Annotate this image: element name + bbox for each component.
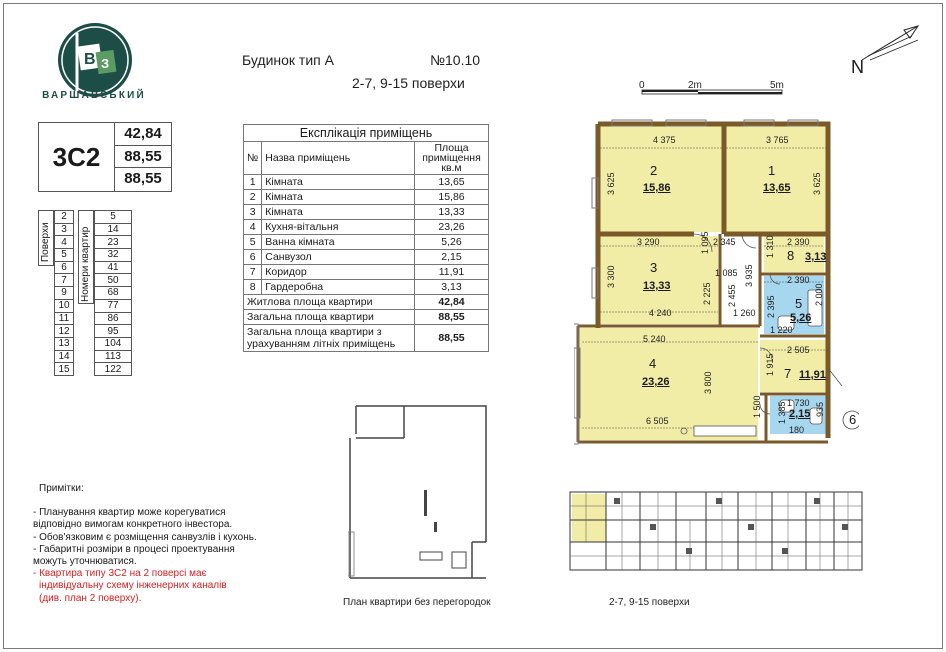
floors-label: Поверхи xyxy=(40,222,51,262)
room-6-area: 2,15 xyxy=(789,408,811,420)
room-num: 8 xyxy=(244,280,262,295)
building-type: Будинок тип А xyxy=(242,52,334,68)
header-num: № xyxy=(244,142,262,175)
floor-row xyxy=(55,363,74,376)
room-1-area: 13,65 xyxy=(763,182,791,194)
room-4-area: 23,26 xyxy=(642,376,670,388)
room-8-number: 8 xyxy=(787,248,795,263)
room-num: 6 xyxy=(244,250,262,265)
floor-number: 13 xyxy=(55,337,74,350)
floor-row xyxy=(55,236,74,249)
room-num: 7 xyxy=(244,265,262,280)
room-num: 4 xyxy=(244,220,262,235)
room-7-area: 11,91 xyxy=(799,369,826,381)
room-row xyxy=(244,190,489,205)
room-row xyxy=(244,265,489,280)
room-area: 23,26 xyxy=(415,220,489,235)
scale-label-2m: 2m xyxy=(688,80,702,91)
total-area: 88,55 xyxy=(415,310,489,325)
apartment-row xyxy=(95,223,132,236)
room-num: 1 xyxy=(244,175,262,190)
logo-letter-z: З xyxy=(101,56,110,71)
dim-3765: 3 765 xyxy=(766,135,789,145)
dim-2395: 2 395 xyxy=(766,295,776,318)
caption-floor-plan: 2-7, 9-15 поверхи xyxy=(609,597,690,608)
room-name: Кімната xyxy=(262,190,415,205)
brand-name: ВАРШАВСЬКИЙ xyxy=(42,90,146,101)
floor-number: 6 xyxy=(55,261,74,274)
dim-1730: 1 730 xyxy=(787,398,810,408)
floors-table xyxy=(54,210,74,376)
room-2-number: 2 xyxy=(650,163,658,178)
floor-number: 9 xyxy=(55,287,74,300)
dim-4240: 4 240 xyxy=(649,308,672,318)
room-row xyxy=(244,235,489,250)
dim-5240: 5 240 xyxy=(643,334,666,344)
floor-row xyxy=(55,223,74,236)
room-row xyxy=(244,175,489,190)
caption-empty-plan: План квартири без перегородок xyxy=(343,597,491,608)
dim-1260: 1 260 xyxy=(733,308,756,318)
floor-row xyxy=(55,312,74,325)
floors-title: 2-7, 9-15 поверхи xyxy=(352,75,465,91)
apartment-row xyxy=(95,249,132,262)
apartment-row xyxy=(95,287,132,300)
room-5-number: 5 xyxy=(795,296,803,311)
apartment-number: 113 xyxy=(95,350,132,363)
apartment-number: 68 xyxy=(95,287,132,300)
room-name: Кухня-вітальня xyxy=(262,220,415,235)
apartment-row xyxy=(95,350,132,363)
apartment-number: 41 xyxy=(95,261,132,274)
floor-number: 2 xyxy=(55,211,74,224)
scale-label-0: 0 xyxy=(639,80,645,91)
apartment-row xyxy=(95,312,132,325)
dim-3625b: 3 625 xyxy=(812,172,822,195)
room-area: 3,13 xyxy=(415,280,489,295)
total-row xyxy=(244,310,489,325)
floor-number: 12 xyxy=(55,325,74,338)
apartment-number: 14 xyxy=(95,223,132,236)
room-3-number: 3 xyxy=(650,260,658,275)
room-row xyxy=(244,220,489,235)
scale-label-5m: 5m xyxy=(770,80,784,91)
apartment-row xyxy=(95,363,132,376)
dim-3290: 3 290 xyxy=(637,237,660,247)
apartment-number: 50 xyxy=(95,274,132,287)
room-name: Ванна кімната xyxy=(262,235,415,250)
dim-2345: 2 345 xyxy=(713,237,736,247)
note-line: - Габаритні розміри в процесі проектування xyxy=(33,543,235,555)
dim-6505: 6 505 xyxy=(646,416,669,426)
room-name: Кімната xyxy=(262,205,415,220)
room-1-number: 1 xyxy=(768,163,776,178)
room-area: 13,33 xyxy=(415,205,489,220)
floor-number: 4 xyxy=(55,236,74,249)
dim-1310: 1 310 xyxy=(765,235,775,258)
floor-plan-thumbnail xyxy=(566,484,866,578)
dim-2000: 2 000 xyxy=(814,283,824,306)
total-name: Загальна площа квартири з урахуванням літніх приміщень xyxy=(244,325,415,352)
room-3-area: 13,33 xyxy=(643,280,671,292)
apartment-number: 23 xyxy=(95,236,132,249)
apartment-row xyxy=(95,299,132,312)
room-4-number: 4 xyxy=(649,356,657,371)
dim-180: 180 xyxy=(789,425,805,435)
total-area-value: 88,55 xyxy=(115,146,171,169)
dim-1095: 1 095 xyxy=(700,231,710,254)
apartment-number: 95 xyxy=(95,325,132,338)
header-area: Площа приміщення кв.м xyxy=(415,142,489,175)
living-area-value: 42,84 xyxy=(115,123,171,146)
total-area: 88,55 xyxy=(415,325,489,352)
floor-row xyxy=(55,261,74,274)
room-row xyxy=(244,205,489,220)
apartment-type-box xyxy=(38,122,172,192)
explication-table xyxy=(243,124,489,352)
room-6-number: 6 xyxy=(849,412,857,427)
empty-plan xyxy=(348,402,496,582)
dim-3625a: 3 625 xyxy=(606,172,616,195)
floor-number: 15 xyxy=(55,363,74,376)
notes-title: Примітки: xyxy=(39,483,84,494)
explication-title: Експлікація приміщень xyxy=(244,125,489,142)
note-red-line: індивідуальну схему інженерних каналів xyxy=(39,580,227,592)
room-row xyxy=(244,250,489,265)
apartment-row xyxy=(95,274,132,287)
floor-row xyxy=(55,325,74,338)
dim-3300: 3 300 xyxy=(606,265,616,288)
north-label: N xyxy=(851,57,864,77)
apartment-number: 32 xyxy=(95,249,132,262)
apartments-label: Номери квартир xyxy=(80,226,91,302)
dim-2505: 2 505 xyxy=(787,345,810,355)
floor-number: 3 xyxy=(55,223,74,236)
dim-2390b: 2 390 xyxy=(787,275,810,285)
note-red-line: (див. план 2 поверху). xyxy=(39,592,142,604)
room-8-area: 3,13 xyxy=(805,251,827,263)
room-name: Кімната xyxy=(262,175,415,190)
note-line: відповідно вимогам конкретного інвестора. xyxy=(33,519,233,531)
total-row xyxy=(244,295,489,310)
dim-1085: 1 085 xyxy=(715,268,738,278)
apartment-row xyxy=(95,261,132,274)
room-num: 3 xyxy=(244,205,262,220)
room-area: 2,15 xyxy=(415,250,489,265)
dim-2455: 2 455 xyxy=(727,284,737,307)
floor-row xyxy=(55,274,74,287)
apartment-row xyxy=(95,211,132,224)
total-name: Житлова площа квартири xyxy=(244,295,415,310)
room-area: 5,26 xyxy=(415,235,489,250)
apartment-number: 77 xyxy=(95,299,132,312)
dim-3935: 3 935 xyxy=(744,264,754,287)
room-7-number: 7 xyxy=(784,366,792,381)
notes xyxy=(33,483,283,605)
room-name: Санвузол xyxy=(262,250,415,265)
floor-number: 14 xyxy=(55,350,74,363)
dim-2225: 2 225 xyxy=(702,282,712,305)
dim-2390a: 2 390 xyxy=(787,237,810,247)
note-line: - Обов'язковим є розміщення санвузлів і кухонь. xyxy=(33,531,257,543)
floor-row xyxy=(55,299,74,312)
dim-1220: 1 220 xyxy=(770,325,793,335)
apartment-row xyxy=(95,337,132,350)
total-area: 42,84 xyxy=(415,295,489,310)
room-2-area: 15,86 xyxy=(643,182,671,194)
dim-935: 935 xyxy=(815,401,825,417)
room-row xyxy=(244,280,489,295)
room-area: 11,91 xyxy=(415,265,489,280)
floor-row xyxy=(55,249,74,262)
floor-number: 7 xyxy=(55,274,74,287)
floor-row xyxy=(55,211,74,224)
room-num: 5 xyxy=(244,235,262,250)
room-name: Коридор xyxy=(262,265,415,280)
note-line: можуть уточнюватися. xyxy=(33,556,137,568)
dim-4375: 4 375 xyxy=(653,135,676,145)
apartment-number: 122 xyxy=(95,363,132,376)
dim-1915: 1 915 xyxy=(765,353,775,376)
floor-row xyxy=(55,337,74,350)
apartment-number: 5 xyxy=(95,211,132,224)
header-name: Назва приміщень xyxy=(262,142,415,175)
apartment-type-code: 3С2 xyxy=(39,123,115,191)
section-number: №10.10 xyxy=(430,52,481,68)
note-red-line: - Квартира типу 3С2 на 2 поверсі має xyxy=(33,568,207,580)
apartment-number: 86 xyxy=(95,312,132,325)
floor-number: 5 xyxy=(55,249,74,262)
logo-letter-v: В xyxy=(84,51,96,68)
room-5-area: 5,26 xyxy=(790,312,812,324)
dim-3800: 3 800 xyxy=(703,371,713,394)
apartment-row xyxy=(95,325,132,338)
room-area: 15,86 xyxy=(415,190,489,205)
room-name: Гардеробна xyxy=(262,280,415,295)
dim-1500: 1 500 xyxy=(752,395,762,418)
note-line: - Планування квартир може корегуватися xyxy=(33,507,226,519)
floor-number: 11 xyxy=(55,312,74,325)
apartment-row xyxy=(95,236,132,249)
room-area: 13,65 xyxy=(415,175,489,190)
total-row xyxy=(244,325,489,352)
dim-1385: 1 385 xyxy=(777,401,787,424)
floor-row xyxy=(55,350,74,363)
total-summer-area-value: 88,55 xyxy=(124,170,162,188)
floor-row xyxy=(55,287,74,300)
apartments-table xyxy=(94,210,132,376)
floor-number: 10 xyxy=(55,299,74,312)
apartment-number: 104 xyxy=(95,337,132,350)
total-name: Загальна площа квартири xyxy=(244,310,415,325)
room-num: 2 xyxy=(244,190,262,205)
